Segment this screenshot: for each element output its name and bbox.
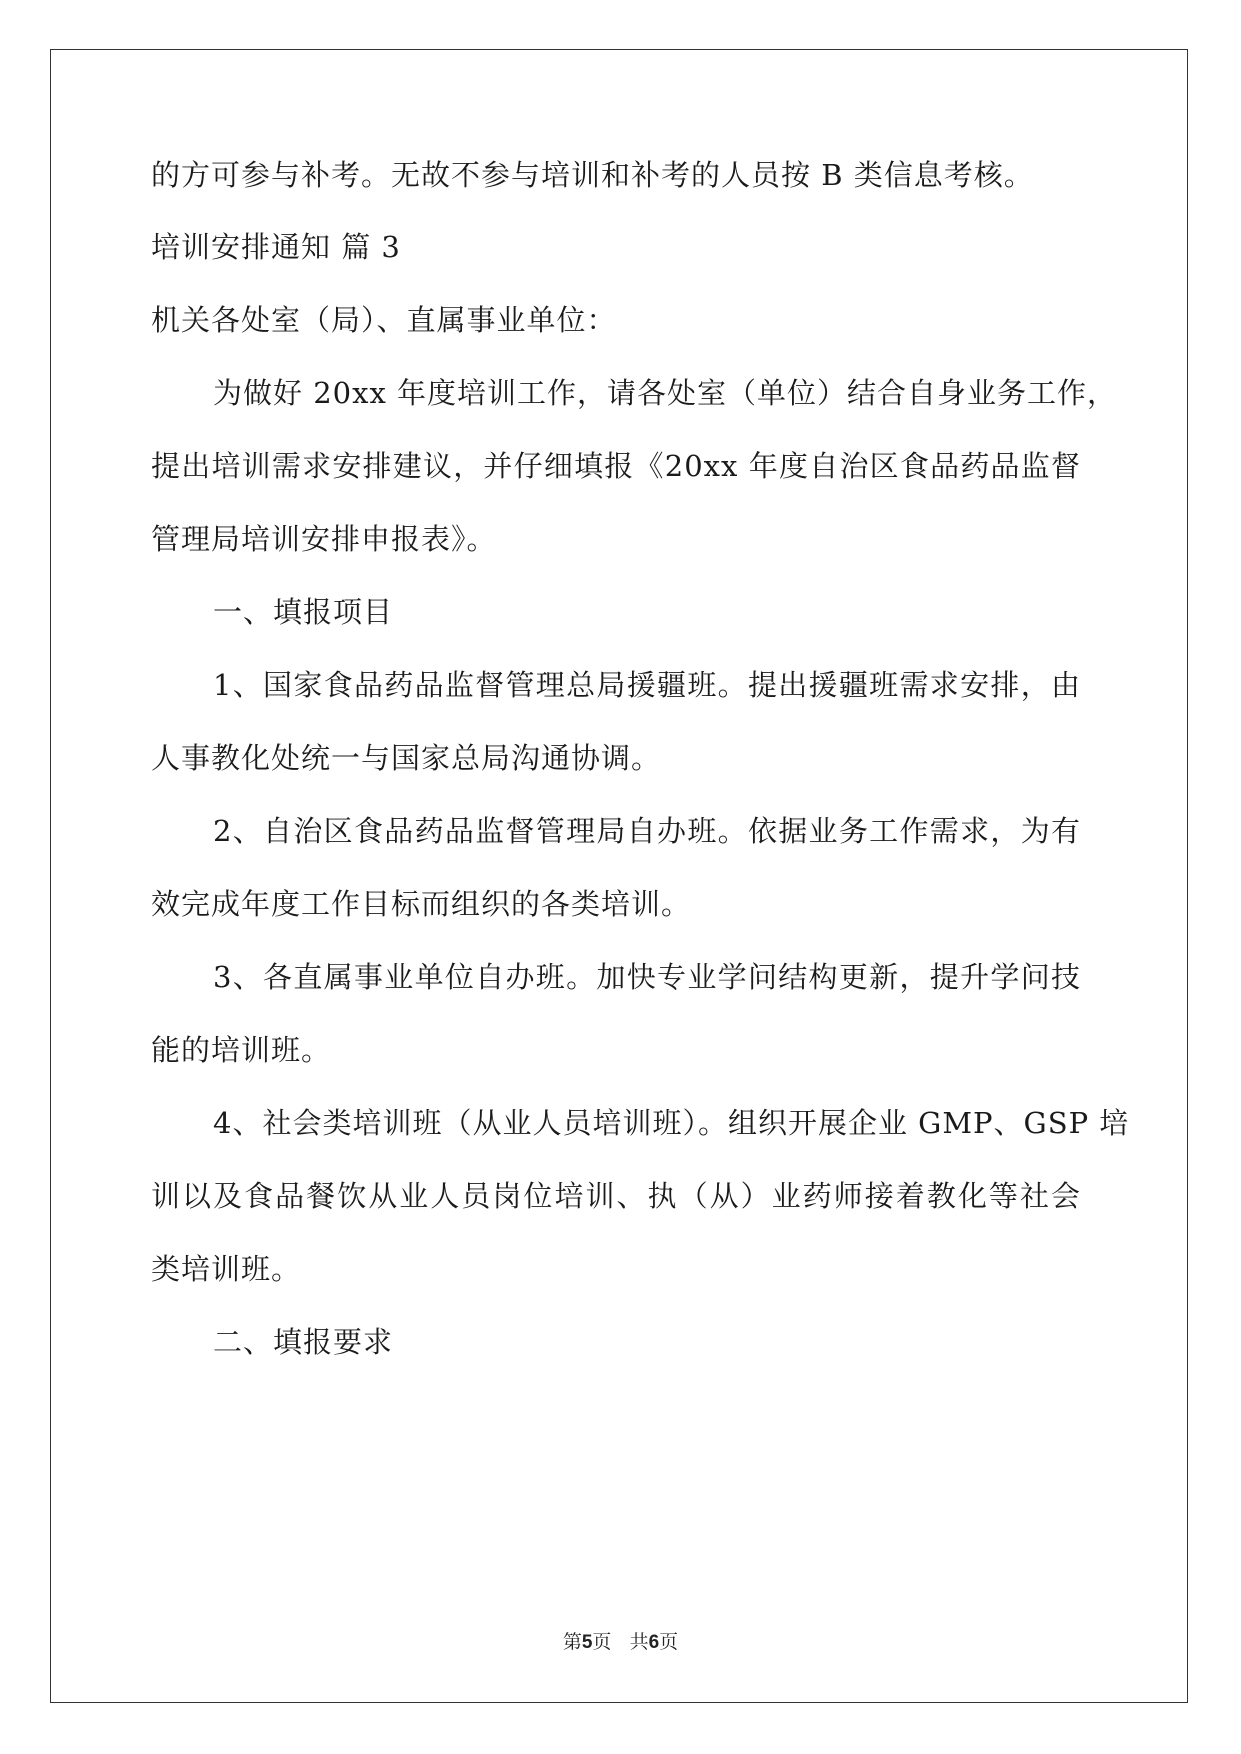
page-footer [0, 1630, 1241, 1655]
text-line: 提出培训需求安排建议，并仔细填报《20xx 年度自治区食品药品监督 [151, 449, 1081, 483]
text-line: 效完成年度工作目标而组织的各类培训。 [151, 887, 692, 921]
total-unit: 页 [659, 1631, 679, 1653]
text-line: 3、各直属事业单位自办班。加快专业学问结构更新，提升学问技 [213, 960, 1081, 994]
page-prefix: 第 [562, 1631, 582, 1653]
text-line: 1、国家食品药品监督管理总局援疆班。提出援疆班需求安排，由 [213, 668, 1081, 702]
section-heading: 培训安排通知 篇 3 [151, 230, 401, 264]
text-line: 能的培训班。 [151, 1033, 332, 1067]
text-line: 类培训班。 [151, 1252, 302, 1286]
page-border [50, 49, 1188, 1703]
text-line: 4、社会类培训班（从业人员培训班）。组织开展企业 GMP、GSP 培 [213, 1106, 1130, 1140]
page-current: 5 [581, 1632, 593, 1653]
text-line: 2、自治区食品药品监督管理局自办班。依据业务工作需求，为有 [213, 814, 1081, 848]
subheading: 一、填报项目 [213, 595, 394, 629]
text-line: 人事教化处统一与国家总局沟通协调。 [151, 741, 662, 775]
page-total: 6 [648, 1632, 660, 1653]
subheading: 二、填报要求 [213, 1325, 394, 1359]
text-line: 管理局培训安排申报表》。 [151, 522, 497, 556]
text-line: 的方可参与补考。无故不参与培训和补考的人员按 B 类信息考核。 [151, 158, 1034, 192]
text-line: 为做好 20xx 年度培训工作，请各处室（单位）结合自身业务工作， [213, 376, 1118, 410]
page-unit: 页 [592, 1631, 612, 1653]
text-line: 训以及食品餐饮从业人员岗位培训、执（从）业药师接着教化等社会 [151, 1179, 1081, 1213]
total-prefix: 共 [629, 1631, 649, 1653]
salutation: 机关各处室（局）、直属事业单位： [151, 303, 617, 337]
